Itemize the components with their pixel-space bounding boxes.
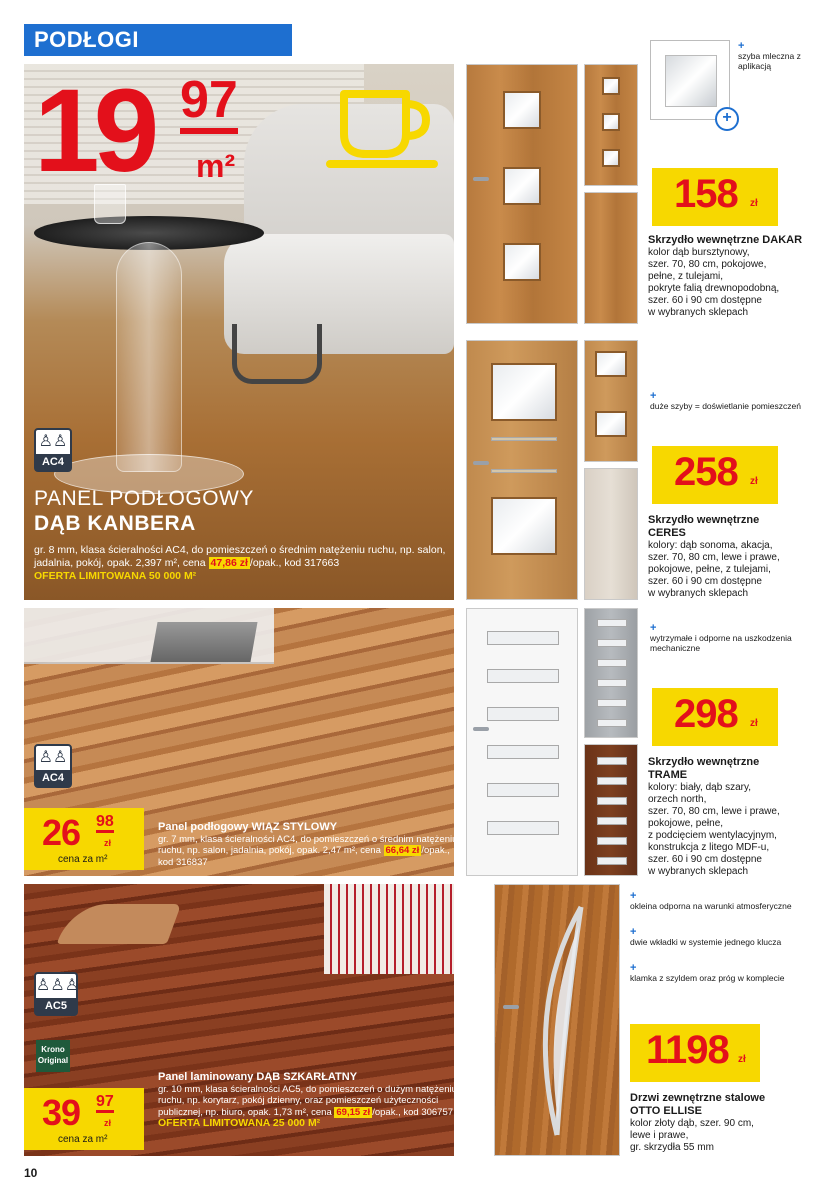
door-handle-icon xyxy=(473,177,489,181)
ac-class-label: AC5 xyxy=(36,998,76,1014)
dakar-info xyxy=(648,234,830,319)
ceres-door-solid xyxy=(584,468,638,600)
ceres-price: 258 xyxy=(674,450,738,494)
trame-line: kolory: biały, dąb szary, xyxy=(648,782,752,793)
door-glass-slot xyxy=(597,757,627,765)
otto-line: lewe i prawe, xyxy=(630,1130,689,1141)
dakar-door-variant xyxy=(584,64,638,186)
door-glass-pane xyxy=(602,113,620,131)
dakar-line: kolor dąb bursztynowy, xyxy=(648,247,750,258)
krono-line2: Original xyxy=(37,1056,69,1065)
main-desc-part2: /opak., kod 317663 xyxy=(249,557,340,569)
dab-pack-price: 69,15 zł xyxy=(336,1106,371,1118)
section-title: PODŁOGI xyxy=(34,27,139,52)
main-pack-price: 47,86 zł xyxy=(210,557,248,569)
section-header xyxy=(24,24,292,56)
dab-product-text xyxy=(158,1072,458,1130)
wiaz-price-box xyxy=(24,808,144,870)
otto-feature xyxy=(630,928,826,947)
main-price-whole: 19 xyxy=(34,65,154,197)
dab-title: Panel laminowany DĄB SZKARŁATNY xyxy=(158,1071,358,1083)
wiaz-price-whole: 26 xyxy=(42,812,81,853)
dakar-feature-text: szyba mleczna z aplikacją xyxy=(738,51,801,71)
trame-line: szer. 60 i 90 cm dostępne xyxy=(648,854,762,865)
frosted-glass-detail xyxy=(665,55,717,107)
plus-icon: + xyxy=(650,390,657,402)
otto-ellise-door xyxy=(494,884,620,1156)
wiaz-title: Panel podłogowy WIĄZ STYLOWY xyxy=(158,821,338,833)
dakar-line: pełne, z tulejami, xyxy=(648,271,724,282)
door-glass-slot xyxy=(597,659,627,667)
ac-class-label: AC4 xyxy=(36,454,70,470)
main-product-name: DĄB KANBERA xyxy=(34,512,196,535)
dakar-price-currency: zł xyxy=(750,198,758,209)
coffee-cup-icon xyxy=(322,80,442,180)
otto-feature-text: klamka z szyldem oraz próg w komplecie xyxy=(630,973,785,983)
ceres-feature xyxy=(650,392,830,411)
door-handle-icon xyxy=(473,727,489,731)
door-glass-pane xyxy=(602,149,620,167)
table-stem xyxy=(116,242,182,472)
otto-line: kolor złoty dąb, szer. 90 cm, xyxy=(630,1118,754,1129)
page-number: 10 xyxy=(24,1166,38,1180)
ceres-door-variant xyxy=(584,340,638,462)
door-glass-pane xyxy=(491,363,557,421)
ceres-info xyxy=(648,514,830,600)
trame-feature-text: wytrzymałe i odporne na uszkodzenia mechaniczne xyxy=(650,633,792,653)
trame-door-main xyxy=(466,608,578,876)
dakar-line: szer. 60 i 90 cm dostępne xyxy=(648,295,762,306)
dab-price-cents: 97 xyxy=(96,1094,114,1113)
trame-line: konstrukcja z litego MDF-u, xyxy=(648,842,770,853)
trame-info xyxy=(648,756,830,878)
door-glass-slot xyxy=(487,631,559,645)
wiaz-price-cents: 98 xyxy=(96,814,114,833)
door-glass-slot xyxy=(487,783,559,797)
people-icon: ♙♙ xyxy=(38,749,68,766)
door-glass-slot xyxy=(597,619,627,627)
trame-line: szer. 70, 80 cm, lewe i prawe, xyxy=(648,806,780,817)
dab-limited-offer: OFERTA LIMITOWANA 25 000 M² xyxy=(158,1117,321,1129)
ac4-rating-badge xyxy=(34,428,72,472)
wiaz-price-currency: zł xyxy=(104,838,112,848)
door-glass-pane xyxy=(602,77,620,95)
zoom-icon[interactable]: + xyxy=(715,107,739,131)
otto-price-currency: zł xyxy=(738,1054,746,1065)
door-glass-slot xyxy=(597,719,627,727)
dab-desc-part2: /opak., kod 306757 xyxy=(372,1106,454,1118)
door-glass-slot xyxy=(487,669,559,683)
door-glass-pane xyxy=(491,497,557,555)
otto-price: 1198 xyxy=(646,1028,729,1072)
trame-door-walnut xyxy=(584,744,638,876)
otto-feature xyxy=(630,892,826,911)
main-desc-part1: gr. 8 mm, klasa ścieralności AC4, do pomieszczeń o średnim natężeniu ruchu, np. salon, jadalnia, pokój, opak. 2,397 m², cena xyxy=(34,544,446,569)
dakar-line: pokryte falią drewnopodobną, xyxy=(648,283,780,294)
dakar-line: szer. 70, 80 cm, pokojowe, xyxy=(648,259,767,270)
wiaz-product-text xyxy=(158,822,458,868)
krono-line1: Krono xyxy=(41,1045,65,1054)
dakar-price-box xyxy=(652,168,778,226)
otto-price-box xyxy=(630,1024,760,1082)
dakar-price: 158 xyxy=(674,172,738,216)
plus-icon: + xyxy=(738,40,745,52)
people-icon: ♙♙♙ xyxy=(36,977,80,994)
door-glass-slot xyxy=(597,797,627,805)
trame-price: 298 xyxy=(674,692,738,736)
main-price-unit: m² xyxy=(196,148,236,184)
krono-original-logo xyxy=(36,1040,70,1072)
ceres-door-main xyxy=(466,340,578,600)
door-glass-slot xyxy=(487,821,559,835)
otto-feature-text: dwie wkładki w systemie jednego klucza xyxy=(630,937,782,947)
ac4-rating-badge xyxy=(34,744,72,788)
plus-icon: + xyxy=(650,622,657,634)
people-icon: ♙♙ xyxy=(38,433,68,450)
plus-icon: + xyxy=(630,890,637,902)
otto-title: Drzwi zewnętrzne stalowe xyxy=(630,1092,766,1104)
door-glass-pane xyxy=(503,167,541,205)
ceres-feature-text: duże szyby = doświetlanie pomieszczeń xyxy=(650,401,801,411)
trame-price-box xyxy=(652,688,778,746)
door-glass-pane xyxy=(595,351,627,377)
main-product-title: PANEL PODŁOGOWY xyxy=(34,487,254,510)
ceres-price-currency: zł xyxy=(750,476,758,487)
dakar-line: w wybranych sklepach xyxy=(648,307,749,318)
ceres-title: Skrzydło wewnętrzne xyxy=(648,514,760,526)
door-glass-slot xyxy=(597,679,627,687)
wiaz-desc-part2: /opak., kod 316837 xyxy=(158,845,450,868)
door-glass-slot xyxy=(597,837,627,845)
books xyxy=(150,622,257,662)
door-groove xyxy=(491,469,557,473)
door-glass-pane xyxy=(503,91,541,129)
otto-line: gr. skrzydła 55 mm xyxy=(630,1142,714,1153)
dakar-title: Skrzydło wewnętrzne DAKAR xyxy=(648,234,803,246)
trame-line: pokojowe, pełne, xyxy=(648,818,724,829)
trame-price-currency: zł xyxy=(750,718,758,729)
ceres-line: w wybranych sklepach xyxy=(648,588,749,599)
door-glass-slot xyxy=(597,857,627,865)
door-glass-slot xyxy=(597,699,627,707)
shoes xyxy=(57,904,182,944)
dab-desc-part1: gr. 10 mm, klasa ścieralności AC5, do pomieszczeń o dużym natężeniu ruchu, np. korytarz, pokój dzienny, oraz pomieszczeń użyteczności publicznej, np. biuro, opak. 1,73 m², cena xyxy=(158,1083,457,1118)
striped-wall xyxy=(324,884,454,974)
ceres-line: szer. 60 i 90 cm dostępne xyxy=(648,576,762,587)
trame-feature xyxy=(650,624,830,653)
ceres-price-box xyxy=(652,446,778,504)
trame-line: z podcięciem wentylacyjnym, xyxy=(648,830,777,841)
ceres-line: pokojowe, pełne, z tulejami, xyxy=(648,564,771,575)
dakar-feature xyxy=(738,42,828,71)
sofa-leg xyxy=(232,324,322,384)
otto-info xyxy=(630,1092,830,1154)
door-glass-slot xyxy=(597,777,627,785)
trame-door-grey xyxy=(584,608,638,738)
door-glass-slot xyxy=(597,639,627,647)
main-price-cents: 97 xyxy=(180,74,238,134)
door-groove xyxy=(491,437,557,441)
door-glass-ellipse-icon xyxy=(495,885,621,1157)
door-glass-pane xyxy=(595,411,627,437)
dab-price-box xyxy=(24,1088,144,1150)
trame-line: orzech north, xyxy=(648,794,707,805)
wiaz-price-unit: cena za m² xyxy=(58,854,108,865)
trame-name: TRAME xyxy=(648,769,688,781)
dab-price-whole: 39 xyxy=(42,1092,81,1133)
door-handle-icon xyxy=(503,1005,519,1009)
door-glass-pane xyxy=(503,243,541,281)
door-glass-slot xyxy=(597,817,627,825)
ceres-line: szer. 70, 80 cm, lewe i prawe, xyxy=(648,552,780,563)
dakar-detail-thumbnail[interactable] xyxy=(650,40,732,126)
main-limited-offer: OFERTA LIMITOWANA 50 000 M² xyxy=(34,570,197,582)
trame-title: Skrzydło wewnętrzne xyxy=(648,756,760,768)
dakar-door-main xyxy=(466,64,578,324)
dab-price-unit: cena za m² xyxy=(58,1134,108,1145)
ac5-rating-badge xyxy=(34,972,78,1016)
plus-icon: + xyxy=(630,926,637,938)
trame-line: w wybranych sklepach xyxy=(648,866,749,877)
wiaz-desc-part1: gr. 7 mm, klasa ścieralności AC4, do pomieszczeń o średnim natężeniu ruchu, np. salon, jadalnia, pokój, opak. 2,47 m², cena xyxy=(158,833,458,856)
otto-name: OTTO ELLISE xyxy=(630,1105,702,1117)
ceres-name: CERES xyxy=(648,527,686,539)
dakar-door-solid xyxy=(584,192,638,324)
door-glass-slot xyxy=(487,745,559,759)
main-product-description xyxy=(34,544,454,583)
door-handle-icon xyxy=(473,461,489,465)
otto-feature-text: okleina odporna na warunki atmosferyczne xyxy=(630,901,792,911)
ac-class-label: AC4 xyxy=(36,770,70,786)
dab-price-currency: zł xyxy=(104,1118,112,1128)
plus-icon: + xyxy=(630,962,637,974)
door-glass-slot xyxy=(487,707,559,721)
otto-feature xyxy=(630,964,826,983)
ceres-line: kolory: dąb sonoma, akacja, xyxy=(648,540,773,551)
wiaz-pack-price: 66,64 zł xyxy=(385,845,420,856)
